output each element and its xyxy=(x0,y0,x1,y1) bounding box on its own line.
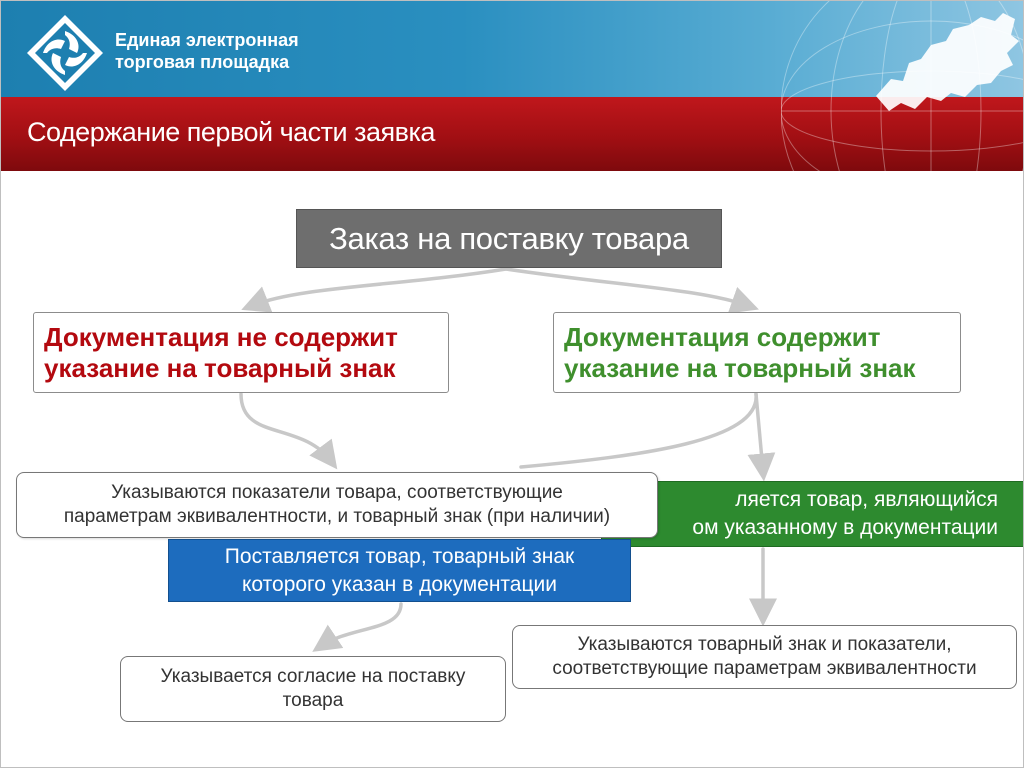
etp-logo-icon xyxy=(25,13,105,93)
root-node: Заказ на поставку товара xyxy=(296,209,722,268)
branch-no-trademark xyxy=(33,312,449,393)
arrow-blue-to-bottom xyxy=(321,604,401,646)
blue-supply-node xyxy=(168,539,631,602)
left-result-node xyxy=(16,472,658,538)
right-result-line2: соответствующие параметрам эквивалентности xyxy=(552,658,977,679)
organization-name xyxy=(115,29,299,73)
right-result-node xyxy=(512,625,1017,689)
right-result-line1: Указываются товарный знак и показатели, xyxy=(577,634,952,655)
branch-with-trademark xyxy=(553,312,961,393)
arrow-right-to-green xyxy=(756,394,763,471)
arrow-left-to-result xyxy=(241,394,331,461)
left-result-line1: Указываются показатели товара, соответствующие xyxy=(111,482,563,503)
branch-left-line1: Документация не содержит xyxy=(44,321,398,352)
org-name-line2: торговая площадка xyxy=(115,52,290,72)
slide-title: Содержание первой части заявка xyxy=(27,117,435,147)
branch-right-line1: Документация содержит xyxy=(564,321,881,352)
branch-right-line2: указание на товарный знак xyxy=(564,352,916,383)
arrow-root-to-right xyxy=(506,269,749,306)
bottom-result-line1: Указывается согласие на поставку xyxy=(160,666,466,687)
org-name-line1: Единая электронная xyxy=(115,30,299,50)
green-line2: ом указанному в документации xyxy=(692,516,998,539)
globe-map-icon xyxy=(781,1,1024,171)
branch-left-line2: указание на товарный знак xyxy=(44,352,396,383)
bottom-result-line2: товара xyxy=(282,690,344,711)
arrow-right-to-left-result xyxy=(521,394,756,467)
blue-line1: Поставляется товар, товарный знак xyxy=(224,544,575,568)
left-result-line2: параметрам эквивалентности, и товарный знак (при наличии) xyxy=(63,506,611,527)
blue-line2: которого указан в документации xyxy=(242,572,557,596)
green-supply-node xyxy=(601,481,1024,547)
green-line1: ляется товар, являющийся xyxy=(735,488,998,511)
consent-node xyxy=(120,656,506,722)
arrow-root-to-left xyxy=(251,269,506,306)
